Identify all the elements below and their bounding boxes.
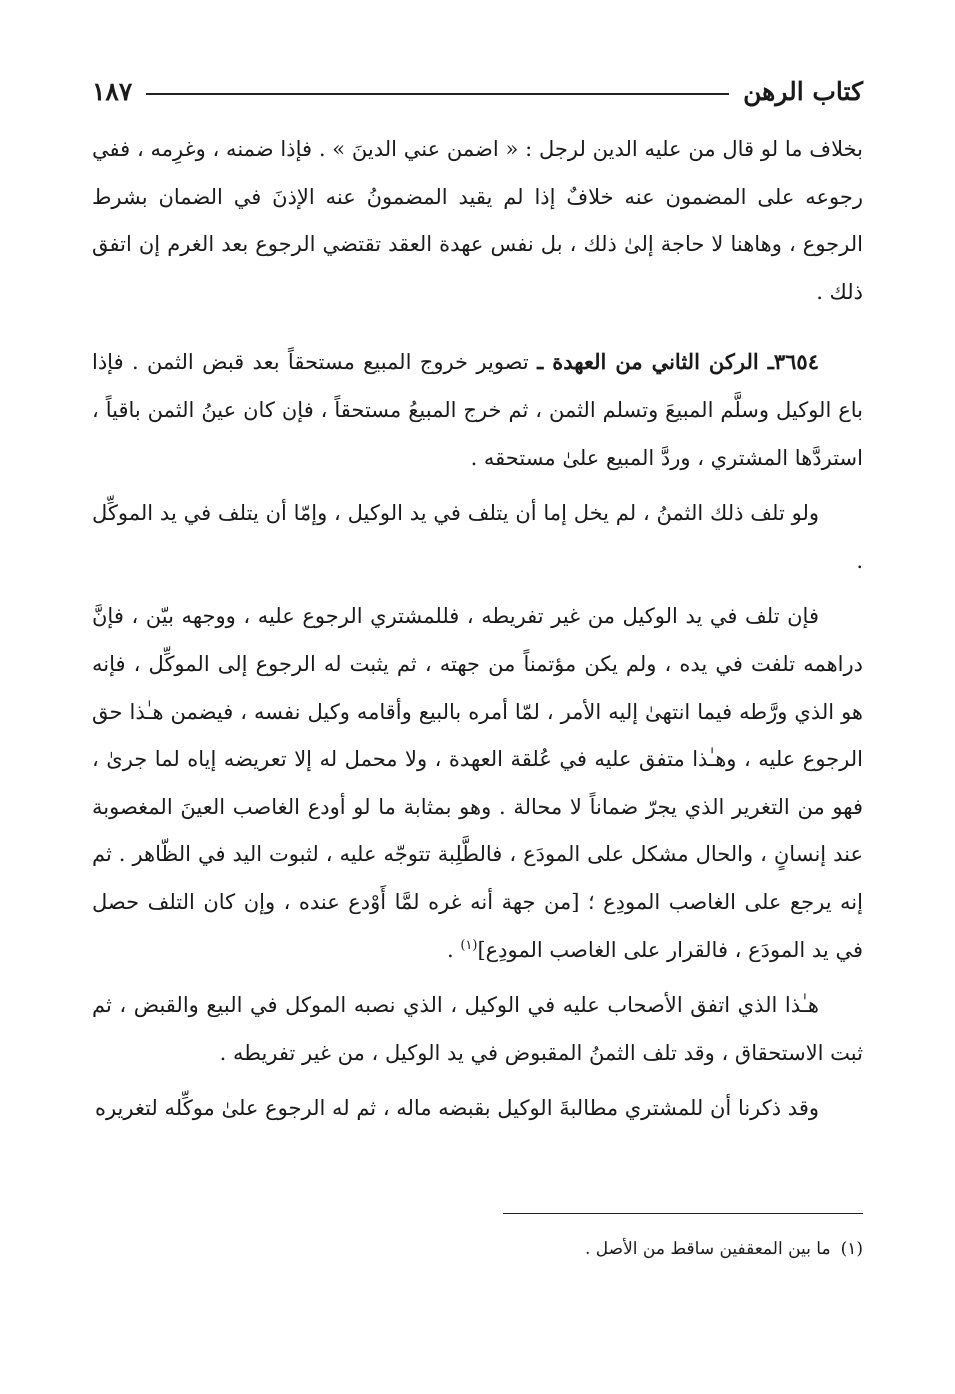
running-title: كتاب الرهن (743, 76, 863, 106)
book-page (92, 0, 863, 1394)
paragraph-4-text: فإن تلف في يد الوكيل من غير تفريطه ، فللمشتري الرجوع عليه ، ووجهه بيّن ، فإنَّ دراهمه تلفت في يده ، ولم يكن مؤتمناً من جهته ، ثم يثبت له الرجوع إلى الموكِّل ، فإنه هو الذي ورَّطه فيما انتهىٰ إليه الأمر ، لمّا أمره بالبيع وأقامه وكيل نفسه ، فيضمن هـٰذا حق الرجوع عليه ، وهـٰذا متفق عليه في عُلقة العهدة ، ولا محمل له إلا تعريضه إياه لما جرىٰ ، فهو من التغرير الذي يجرّ ضماناً لا محالة . وهو بمثابة ما لو أودع الغاصب العينَ المغصوبة عند إنسانٍ ، والحال مشكل على المودَع ، فالطَّلِبة تتوجّه عليه ، لثبوت اليد في الظّاهر . ثم إنه يرجع على الغاصب المودِع ؛ [من جهة أنه غره لمَّا أَوْدع عنده ، وإن كان التلف حصل في يد المودَع ، فالقرار على الغاصب المودِع] (92, 604, 863, 962)
section-heading: ٣٦٥٤ـ الركن الثاني من العهدة ـ (537, 349, 819, 375)
paragraph-6: وقد ذكرنا أن للمشتري مطالبةَ الوكيل بقبضه ماله ، ثم له الرجوع علىٰ موكِّله لتغريره (94, 1096, 819, 1121)
paragraph-2-text: تصوير خروج المبيع مستحقاً بعد قبض الثمن . فإذا باع الوكيل وسلَّم المبيعَ وتسلم الثمن ، ثم خرج المبيعُ مستحقاً ، فإن كان عينُ الثمن باقياً ، استردَّها المشتري ، وردَّ المبيع علىٰ مستحقه . (92, 350, 863, 470)
paragraph-2 (92, 338, 863, 482)
page-body (92, 126, 863, 1133)
paragraph-4-end: . (446, 937, 461, 962)
footnote-number: (١) (840, 1239, 863, 1259)
footnote (92, 1232, 863, 1266)
paragraph-4 (92, 593, 863, 974)
footnote-rule (503, 1213, 863, 1214)
footnote-reference[interactable]: (١) (460, 937, 478, 953)
header-rule (146, 93, 729, 95)
paragraph-3: ولو تلف ذلك الثمنُ ، لم يخل إما أن يتلف في يد الوكيل ، وإمّا أن يتلف في يد الموكِّل . (92, 501, 863, 573)
paragraph-1: بخلاف ما لو قال من عليه الدين لرجل : « اضمن عني الدينَ » . فإذا ضمنه ، وغرِمه ، ففي رجوعه على المضمون عنه خلافٌ إذا لم يقيد المضمونُ عنه الإذنَ في الضمان بشرط الرجوع ، وهاهنا لا حاجة إلىٰ ذلك ، بل نفس عهدة العقد تقتضي الرجوع بعد الغرم إن اتفق ذلك . (92, 137, 863, 304)
paragraph-5: هـٰذا الذي اتفق الأصحاب عليه في الوكيل ، الذي نصبه الموكل في البيع والقبض ، ثم ثبت الاستحقاق ، وقد تلف الثمنُ المقبوض في يد الوكيل ، من غير تفريطه . (92, 993, 863, 1065)
page-header (92, 68, 863, 114)
page-number: ١٨٧ (92, 76, 133, 106)
footnote-text: ما بين المعقفين ساقط من الأصل . (584, 1239, 831, 1259)
